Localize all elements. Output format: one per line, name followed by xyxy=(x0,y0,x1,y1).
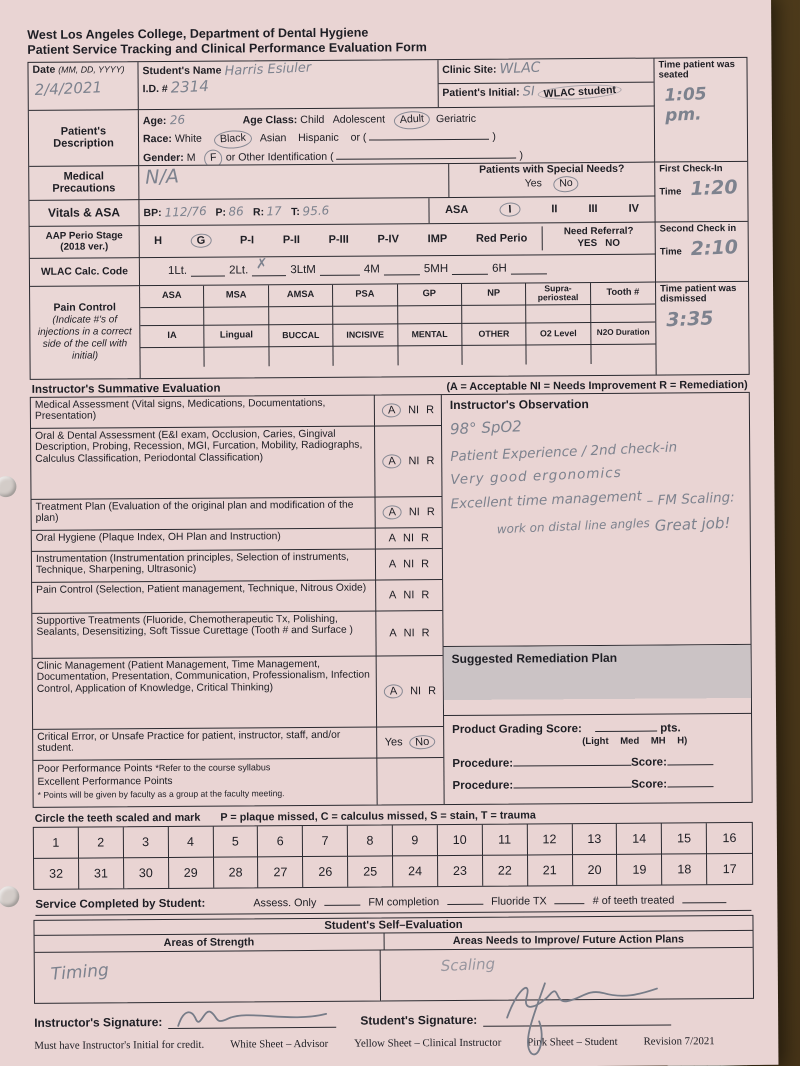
aap-red-perio: Red Perio xyxy=(475,232,528,245)
calc-3ltm-blank xyxy=(320,264,360,276)
footer-note: Must have Instructor's Initial for credit. xyxy=(34,1038,205,1052)
pain-blank-cell xyxy=(334,346,399,365)
vitals-label: Vitals & ASA xyxy=(29,200,139,227)
gender-other-text: or Other Identification ( xyxy=(225,151,334,164)
instructor-signature-scribble xyxy=(172,1000,332,1031)
criterion-label: Supportive Treatments (Fluoride, Chemotherapeutic Tx, Polishing, Sealants, Desensitizing, Soft Tissue Curettage (Tooth # and Surface ) xyxy=(32,611,376,657)
calc-1lt: 1Lt. xyxy=(167,264,188,277)
pain-blank-cell xyxy=(140,347,205,366)
student-name-label: Student's Name xyxy=(142,64,222,77)
aap-label: AAP Perio Stage (2018 ver.) xyxy=(30,226,140,259)
rating-a-ni-r xyxy=(375,395,441,425)
pain-lingual: Lingual xyxy=(205,325,270,347)
calc-code-label: WLAC Calc. Code xyxy=(30,258,140,287)
p-value: 86 xyxy=(228,204,245,219)
observation-title: Instructor's Observation xyxy=(449,396,589,412)
pain-blank-cell xyxy=(205,307,269,325)
student-name-value: Harris Esiuler xyxy=(224,59,312,79)
pain-blank-cell xyxy=(269,306,333,324)
rating-r: R xyxy=(421,626,430,639)
fluoride-tx-label: Fluoride TX xyxy=(491,894,547,908)
aap-p2: P-II xyxy=(282,234,300,247)
calc-6h-blank xyxy=(511,262,547,274)
observation-line: Excellent time management xyxy=(450,487,643,512)
yellow-sheet-label: Yellow Sheet – Clinical Instructor xyxy=(354,1036,502,1050)
rating-ni: NI xyxy=(403,557,415,570)
pain-other: OTHER xyxy=(462,323,527,345)
grading-pts: pts. xyxy=(660,721,681,735)
calc-5mh-blank xyxy=(452,263,488,275)
tooth-cell: 5 xyxy=(213,826,258,857)
pain-control-note: (Indicate #'s of injections in a correct side of the cell with initial) xyxy=(37,314,132,362)
tooth-cell: 6 xyxy=(258,826,303,857)
observation-line: Very good ergonomics xyxy=(450,464,623,488)
gender-f-circled: F xyxy=(204,149,224,165)
medical-precautions-value: N/A xyxy=(144,164,180,189)
tooth-cell: 24 xyxy=(393,856,438,886)
special-needs-no-circled: No xyxy=(553,176,579,193)
tooth-cell: 21 xyxy=(528,855,573,885)
rating-ni: NI xyxy=(410,684,422,697)
gender-paren-close: ) xyxy=(519,149,524,162)
revision-label: Revision 7/2021 xyxy=(643,1034,715,1048)
tooth-cell: 27 xyxy=(258,857,303,887)
tooth-cell: 32 xyxy=(34,858,79,888)
summative-table xyxy=(31,395,445,807)
poor-performance-points: Poor Performance Points xyxy=(37,762,153,775)
race-black-circled: Black xyxy=(213,130,252,150)
product-grading-box xyxy=(444,713,752,803)
criterion-label: Medical Assessment (Vital signs, Medications, Documentations, Presentation) xyxy=(31,395,375,427)
pain-blank-cell xyxy=(333,306,397,324)
age-class-label: Age Class: xyxy=(242,113,298,126)
teeth-treated-blank xyxy=(682,891,726,903)
pain-control-grid xyxy=(140,282,657,378)
vitals-cell xyxy=(139,196,655,226)
patient-initial-value: SI xyxy=(522,83,535,100)
poor-points-note: *Refer to the course syllabus xyxy=(155,761,271,773)
points-row xyxy=(33,758,443,807)
age-class-child: Child xyxy=(300,113,325,126)
points-rating-empty xyxy=(377,758,443,804)
strength-value: Timing xyxy=(50,959,110,985)
pain-blank-cell xyxy=(269,346,334,365)
rating-r: R xyxy=(421,588,430,601)
excellent-performance-points: Excellent Performance Points xyxy=(37,775,173,788)
rating-a: A xyxy=(388,531,397,544)
race-hispanic: Hispanic xyxy=(298,132,339,145)
patient-info-table xyxy=(27,56,749,379)
pain-blank-cell xyxy=(398,305,462,323)
tooth-cell: 25 xyxy=(348,856,393,886)
summative-row xyxy=(32,611,442,659)
calc-6h: 6H xyxy=(492,262,507,275)
rating-a-circled: A xyxy=(383,683,403,698)
criterion-label: Oral Hygiene (Plaque Index, OH Plan and Instruction) xyxy=(32,528,376,550)
observation-line: 98° SpO2 xyxy=(449,416,523,438)
rating-a: A xyxy=(388,557,397,570)
rating-a: A xyxy=(389,626,397,639)
t-label: T: xyxy=(291,206,300,219)
aap-imp: IMP xyxy=(427,233,448,246)
summative-row xyxy=(32,497,442,531)
procedure-line xyxy=(452,774,743,791)
rating-ni: NI xyxy=(403,588,415,601)
remediation-title: Suggested Remediation Plan xyxy=(451,650,618,666)
tooth-cell: 1 xyxy=(34,827,79,858)
teeth-treated-label: # of teeth treated xyxy=(592,893,675,907)
pain-supraperiosteal: Supra-periosteal xyxy=(526,283,591,305)
criterion-label: Clinic Management (Patient Management, Time Management, Documentation, Presentation, Communication, Professionalism, Infection Control, Application of Knowledge, Critical Thinking) xyxy=(33,656,377,728)
patients-description-cell xyxy=(139,106,655,166)
grading-scale: (Light Med MH H) xyxy=(582,734,688,747)
first-checkin-value: 1:20 xyxy=(689,176,738,201)
tooth-cell: 14 xyxy=(617,823,662,854)
age-class-adolescent: Adolescent xyxy=(332,112,386,126)
pain-gp: GP xyxy=(398,283,463,305)
age-class-adult-circled: Adult xyxy=(393,110,430,130)
critical-yes: Yes xyxy=(384,735,403,748)
procedure-blank xyxy=(513,753,631,766)
patient-initial-label: Patient's Initial: xyxy=(442,86,520,99)
grading-score-line xyxy=(452,718,743,747)
bp-label: BP: xyxy=(143,207,162,220)
need-referral-yes: YES xyxy=(577,237,598,250)
race-white: White xyxy=(174,133,202,146)
criterion-label: Pain Control (Selection, Patient management, Technique, Nitrous Oxide) xyxy=(32,580,376,612)
score-label: Score: xyxy=(631,777,668,791)
grading-score-blank xyxy=(595,719,657,731)
time-dismissed-value: 3:35 xyxy=(665,307,714,332)
summative-row xyxy=(31,395,441,429)
fm-completion-label: FM completion xyxy=(368,895,440,909)
need-referral-label: Need Referral? xyxy=(563,225,634,237)
bp-value: 112/76 xyxy=(164,203,208,220)
white-sheet-label: White Sheet – Advisor xyxy=(230,1037,329,1051)
areas-of-strength-cell xyxy=(35,950,381,1002)
rating-ni: NI xyxy=(402,531,415,544)
race-other-blank xyxy=(369,128,489,141)
rating-ni: NI xyxy=(408,454,420,467)
first-checkin-cell xyxy=(655,161,747,222)
calc-1lt-blank xyxy=(191,265,225,277)
clinic-site-value: WLAC xyxy=(499,59,541,77)
pain-blank-cell xyxy=(591,344,656,363)
second-checkin-value: 2:10 xyxy=(689,236,739,261)
rating-r: R xyxy=(420,531,429,544)
gender-label: Gender: xyxy=(143,152,184,165)
pain-o2-level: O2 Level xyxy=(527,323,592,345)
rating-a-ni-r xyxy=(376,580,442,610)
id-label: I.D. # xyxy=(142,82,168,95)
pain-control-label-cell xyxy=(30,286,141,379)
pain-blank-cell xyxy=(205,347,270,366)
tooth-cell: 26 xyxy=(303,856,348,886)
time-dismissed-cell xyxy=(656,281,749,374)
tooth-cell: 18 xyxy=(662,854,707,884)
pain-blank-cell xyxy=(398,345,463,364)
rating-r: R xyxy=(428,684,437,697)
calc-code-cell xyxy=(140,254,656,286)
summative-row xyxy=(32,549,442,583)
p-label: P: xyxy=(215,206,227,219)
race-or-text: or ( xyxy=(350,131,367,145)
aap-cell xyxy=(140,222,656,258)
summative-row xyxy=(33,656,443,730)
pain-blank-cell xyxy=(462,305,526,323)
pain-blank-cell xyxy=(140,307,204,325)
special-needs-label: Patients with Special Needs? xyxy=(479,162,625,176)
score-blank xyxy=(667,753,713,765)
critical-error-label: Critical Error, or Unsafe Practice for patient, instructor, staff, and/or student. xyxy=(33,727,377,759)
teeth-key: P = plaque missed, C = calculus missed, S = stain, T = trauma xyxy=(220,808,536,824)
instructor-signature-line xyxy=(168,1022,336,1028)
tooth-cell: 29 xyxy=(169,857,214,887)
rating-a-ni-r xyxy=(376,611,442,655)
aap-p1: P-I xyxy=(239,234,255,247)
age-label: Age: xyxy=(142,114,167,127)
tooth-cell: 15 xyxy=(662,823,707,854)
medical-precautions-label: Medical Precautions xyxy=(29,166,139,201)
criterion-label: Instrumentation (Instrumentation principles, Selection of instruments, Technique, Sharpening, Ultrasonic) xyxy=(32,549,376,581)
pink-sheet-label: Pink Sheet – Student xyxy=(527,1035,618,1048)
procedure-line xyxy=(452,752,743,769)
points-footnote: * Points will be given by faculty as a group at the faculty meeting. xyxy=(37,788,285,801)
asa-label: ASA xyxy=(445,203,469,217)
asa-2: II xyxy=(551,203,558,216)
critical-yes-no xyxy=(377,727,443,757)
fluoride-tx-blank xyxy=(555,892,585,904)
tooth-cell: 7 xyxy=(303,825,348,856)
r-value: 17 xyxy=(266,203,283,219)
time-seated-value: 1:05 pm. xyxy=(663,84,708,126)
first-checkin-label: First Check-In Time xyxy=(659,162,723,198)
date-cell xyxy=(28,62,138,111)
tooth-cell: 12 xyxy=(527,824,572,855)
form-title-line1: West Los Angeles College, Department of Dental Hygiene xyxy=(27,25,369,42)
pain-mental: MENTAL xyxy=(398,323,463,345)
teeth-caption-text: Circle the teeth scaled and mark xyxy=(34,811,201,825)
second-checkin-cell xyxy=(656,221,748,282)
student-signature-scribble xyxy=(487,976,668,1061)
rating-a-ni-r xyxy=(376,497,442,527)
rating-a-ni-r xyxy=(376,528,442,548)
wlac-student-option: WLAC student xyxy=(537,82,622,101)
tooth-cell: 3 xyxy=(124,826,169,857)
observation-line: – FM Scaling: xyxy=(646,488,735,509)
rating-a-ni-r xyxy=(377,656,443,726)
pain-n2o-duration: N2O Duration xyxy=(591,322,656,344)
second-checkin-label: Second Check in Time xyxy=(659,222,737,258)
observation-line: Great job! xyxy=(653,513,731,535)
t-value: 95.6 xyxy=(302,203,330,219)
rating-a-ni-r xyxy=(376,549,442,579)
rating-r: R xyxy=(421,557,430,570)
rating-ni: NI xyxy=(408,403,420,416)
critical-error-row xyxy=(33,727,443,761)
service-label: Service Completed by Student: xyxy=(35,897,206,911)
tooth-cell: 17 xyxy=(722,861,737,876)
rating-r: R xyxy=(426,454,435,467)
rating-a-ni-r xyxy=(375,426,441,496)
race-label: Race: xyxy=(142,133,172,146)
areas-of-strength-header: Areas of Strength xyxy=(35,933,385,951)
gender-m: M xyxy=(186,152,196,165)
areas-to-improve-header: Areas Needs to Improve/ Future Action Plans xyxy=(452,932,685,947)
pain-control-label: Pain Control xyxy=(53,301,116,314)
tooth-cell: 2 xyxy=(79,827,124,858)
pain-blank-cell xyxy=(462,345,527,364)
gender-other-blank xyxy=(336,147,516,160)
rating-ni: NI xyxy=(403,626,415,639)
summative-key: (A = Acceptable NI = Needs Improvement R = Remediation) xyxy=(446,378,748,393)
clinic-block xyxy=(438,58,654,107)
asa-3: III xyxy=(588,202,598,216)
pain-np: NP xyxy=(462,283,527,305)
rating-r: R xyxy=(426,403,435,416)
summative-title: Instructor's Summative Evaluation xyxy=(31,382,221,396)
teeth-chart xyxy=(33,821,753,889)
race-paren-close: ) xyxy=(492,131,496,144)
need-referral-no: NO xyxy=(605,237,621,249)
tooth-cell: 16 xyxy=(707,822,752,853)
grading-title: Product Grading Score: xyxy=(452,722,582,736)
asa-1-circled: I xyxy=(499,202,521,217)
instructor-signature-label: Instructor's Signature: xyxy=(34,1014,163,1030)
service-completed-line xyxy=(35,890,751,915)
age-value: 26 xyxy=(169,112,185,127)
pain-blank-cell xyxy=(591,304,655,322)
rating-r: R xyxy=(426,505,435,518)
tooth-cell: 10 xyxy=(438,824,483,855)
pain-psa: PSA xyxy=(333,284,398,306)
tooth-cell: 23 xyxy=(438,855,483,885)
tooth-cell: 11 xyxy=(483,824,528,855)
calc-4m-blank xyxy=(384,263,420,275)
name-clinic-cell xyxy=(138,58,654,110)
aap-h: H xyxy=(154,235,163,248)
suggested-remediation-box xyxy=(444,644,751,715)
tooth-cell: 9 xyxy=(393,825,438,856)
pain-incisive: INCISIVE xyxy=(333,324,398,346)
calc-x-mark: ✗ xyxy=(255,256,269,273)
tooth-cell: 28 xyxy=(214,857,259,887)
calc-2lt-blank xyxy=(252,256,286,276)
pain-ia: IA xyxy=(140,325,205,347)
date-value: 2/4/2021 xyxy=(34,77,103,99)
criterion-label: Oral & Dental Assessment (E&I exam, Occlusion, Caries, Gingival Description, Probing, Recession, MGI, Furcation, Mobility, Radiographs, Calculus Classification, Periodontal Classification) xyxy=(31,426,375,498)
critical-no-circled: No xyxy=(409,734,436,750)
summative-row xyxy=(32,580,442,614)
summative-right-column xyxy=(442,392,752,803)
summative-row xyxy=(31,426,441,500)
date-format: (MM, DD, YYYY) xyxy=(58,63,125,75)
rating-a-circled: A xyxy=(382,453,402,468)
calc-3ltm: 3LtM xyxy=(290,263,316,277)
aap-g-circled: G xyxy=(190,233,211,248)
procedure-blank xyxy=(513,775,631,788)
pain-tooth-num: Tooth # xyxy=(591,282,656,304)
id-value: 2314 xyxy=(170,76,210,97)
student-name-block xyxy=(138,60,438,109)
rating-a: A xyxy=(388,588,397,601)
time-seated-cell xyxy=(654,57,747,162)
calc-5mh: 5MH xyxy=(423,263,449,276)
student-signature-line xyxy=(483,1020,671,1026)
asa-4: IV xyxy=(628,202,640,215)
assess-only-label: Assess. Only xyxy=(253,896,317,909)
pain-asa: ASA xyxy=(140,285,205,307)
student-signature-label: Student's Signature: xyxy=(360,1012,478,1028)
tooth-cell: 20 xyxy=(573,854,618,884)
r-label: R: xyxy=(252,206,265,219)
time-seated-label: Time patient was seated xyxy=(658,58,735,81)
tooth-cell: 30 xyxy=(124,857,169,887)
observation-line: work on distal line angles xyxy=(496,515,650,536)
procedure-label: Procedure: xyxy=(452,757,514,770)
tooth-cell: 8 xyxy=(348,825,393,856)
age-class-geriatric: Geriatric xyxy=(435,112,477,125)
rating-ni: NI xyxy=(408,505,420,518)
date-label: Date xyxy=(32,63,56,76)
tooth-cell: 31 xyxy=(79,858,124,888)
time-dismissed-label: Time patient was dismissed xyxy=(660,282,737,305)
patients-description-label: Patient's Description xyxy=(29,110,139,167)
pain-buccal: BUCCAL xyxy=(269,324,334,346)
score-label: Score: xyxy=(631,755,667,769)
special-needs-yes: Yes xyxy=(524,177,542,190)
criterion-label: Treatment Plan (Evaluation of the original plan and modification of the plan) xyxy=(32,497,376,529)
self-eval-title: Student's Self–Evaluation xyxy=(34,915,752,935)
fm-completion-blank xyxy=(447,892,483,904)
race-asian: Asian xyxy=(259,132,287,145)
improve-value: Scaling xyxy=(440,954,496,975)
score-blank xyxy=(667,775,713,787)
points-cell xyxy=(33,758,377,806)
assess-only-blank xyxy=(324,893,360,905)
instructors-observation-box xyxy=(442,392,751,646)
calc-2lt: 2Lt. xyxy=(229,264,249,277)
aap-p4: P-IV xyxy=(377,233,399,246)
tooth-cell: 13 xyxy=(572,823,617,854)
signature-row xyxy=(34,1010,754,1029)
procedure-label: Procedure: xyxy=(452,779,514,792)
calc-4m: 4M xyxy=(363,263,380,276)
pain-amsa: AMSA xyxy=(269,284,334,306)
pain-blank-cell xyxy=(527,345,592,364)
tooth-cell: 19 xyxy=(617,854,662,884)
observation-line: Patient Experience / 2nd check-in xyxy=(449,438,678,465)
tooth-cell: 22 xyxy=(483,855,528,885)
summative-row xyxy=(32,528,442,552)
pain-msa: MSA xyxy=(204,285,269,307)
pain-blank-cell xyxy=(526,305,590,323)
rating-a-circled: A xyxy=(382,504,402,519)
summative-body xyxy=(30,391,753,807)
medical-precautions-cell xyxy=(139,162,655,200)
tooth-cell: 4 xyxy=(168,826,213,857)
rating-a-circled: A xyxy=(381,402,401,417)
form-title-line2: Patient Service Tracking and Clinical Performance Evaluation Form xyxy=(27,40,427,58)
clinic-site-label: Clinic Site: xyxy=(442,63,497,76)
aap-p3: P-III xyxy=(328,233,349,246)
